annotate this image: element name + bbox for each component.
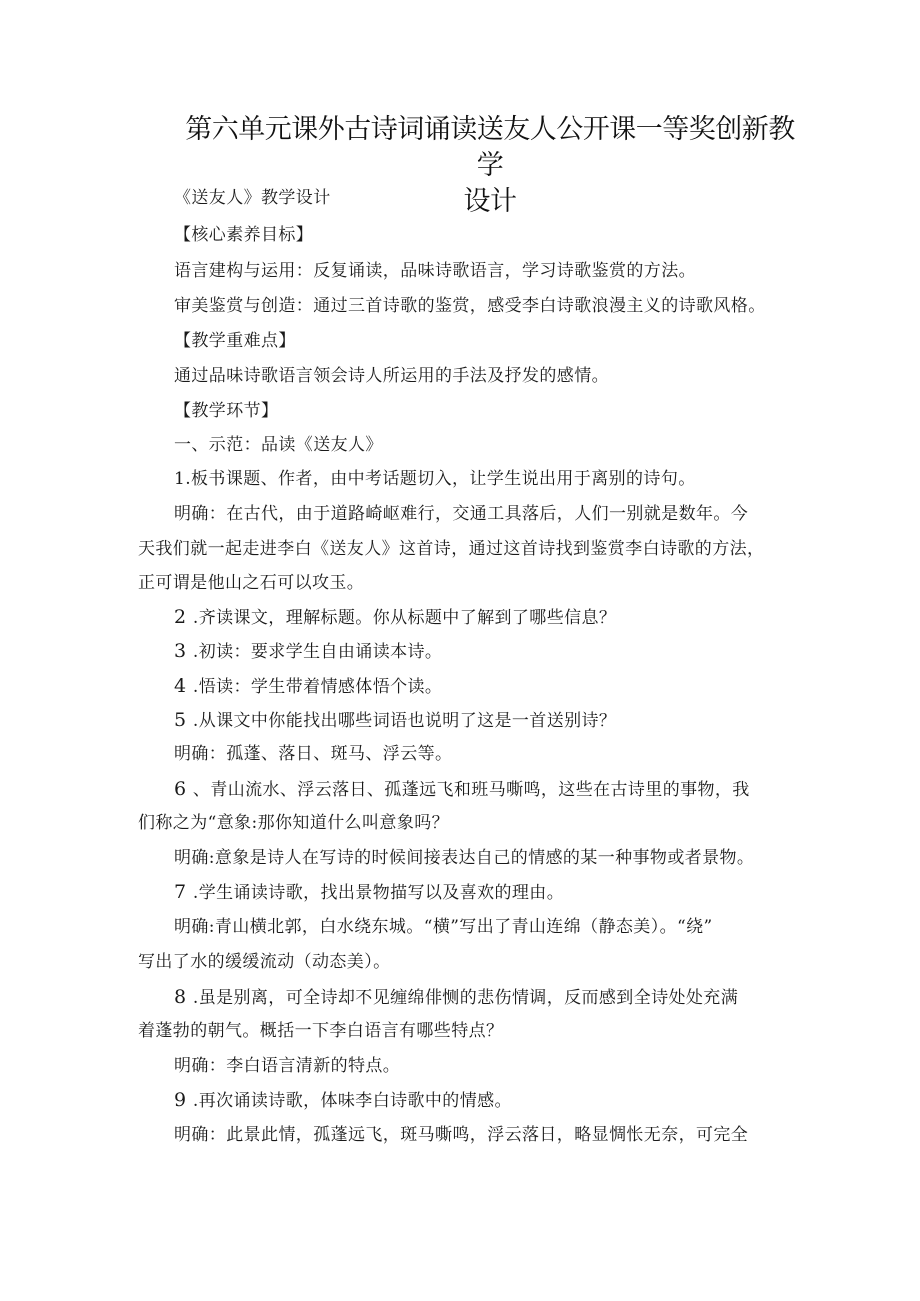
step-item <box>174 881 564 904</box>
paragraph: 审美鉴赏与创造：通过三首诗歌的鉴赏，感受李白诗歌浪漫主义的诗歌风格。 <box>174 296 766 316</box>
step-item <box>174 640 442 663</box>
step-text: 、青山流水、浮云落日、孤蓬远飞和班马嘶鸣，这些在古诗里的事物，我 <box>187 780 750 800</box>
heading-teaching-steps: 【教学环节】 <box>174 401 279 421</box>
paragraph: 们称之为“意象:那你知道什么叫意象吗？ <box>138 813 450 833</box>
step-text: .从课文中你能找出哪些词语也说明了这是一首送别诗？ <box>187 711 617 731</box>
step-item: 1.板书课题、作者，由中考话题切入，让学生说出用于离别的诗句。 <box>174 469 696 489</box>
step-text: .齐读课文，理解标题。你从标题中了解到了哪些信息？ <box>187 608 617 628</box>
paragraph: 正可谓是他山之石可以攻玉。 <box>138 573 365 593</box>
step-item <box>174 675 442 698</box>
step-number: 6 <box>174 778 188 800</box>
step-number: 3 <box>174 640 188 662</box>
heading-core-goals: 【核心素养目标】 <box>174 225 314 245</box>
title-line-1: 第六单元课外古诗词诵读送友人公开课一等奖创新教学 <box>185 114 795 181</box>
paragraph: 写出了水的缓缓流动（动态美）。 <box>138 952 391 972</box>
step-number: 8 <box>174 986 188 1008</box>
paragraph: 明确:青山横北郭，白水绕东城。“横”写出了青山连绵（静态美）。“绕” <box>174 917 713 937</box>
step-text: .初读：要求学生自由诵读本诗。 <box>187 642 443 662</box>
paragraph: 着蓬勃的朝气。概括一下李白语言有哪些特点？ <box>138 1021 504 1041</box>
step-number: 2 <box>174 606 188 628</box>
heading-key-points: 【教学重难点】 <box>174 331 296 351</box>
paragraph: 明确：在古代，由于道路崎岖难行，交通工具落后，人们一别就是数年。今 <box>174 504 749 524</box>
paragraph: 明确：李白语言清新的特点。 <box>174 1056 401 1076</box>
paragraph: 语言建构与运用：反复诵读，品味诗歌语言，学习诗歌鉴赏的方法。 <box>174 261 696 281</box>
step-number: 5 <box>174 709 188 731</box>
subtitle: 《送友人》教学设计 <box>174 188 331 208</box>
title-line-2: 设计 <box>463 186 517 217</box>
step-text: .再次诵读诗歌，体味李白诗歌中的情感。 <box>187 1091 512 1111</box>
paragraph: 明确：孤蓬、落日、斑马、浮云等。 <box>174 744 453 764</box>
paragraph: 明确：此景此情，孤蓬远飞，斑马嘶鸣，浮云落日，略显惆怅无奈，可完全 <box>174 1125 749 1145</box>
step-text: .学生诵读诗歌，找出景物描写以及喜欢的理由。 <box>187 883 565 903</box>
step-item <box>174 1089 512 1112</box>
step-text: .悟读：学生带着情感体悟个读。 <box>187 677 443 697</box>
step-item <box>174 778 750 801</box>
step-number: 9 <box>174 1089 188 1111</box>
step-item <box>174 709 616 732</box>
step-item <box>174 606 616 629</box>
paragraph: 天我们就一起走进李白《送友人》这首诗，通过这首诗找到鉴赏李白诗歌的方法， <box>138 539 765 559</box>
paragraph: 明确:意象是诗人在写诗的时候间接表达自己的情感的某一种事物或者景物。 <box>174 848 755 868</box>
step-number: 7 <box>174 881 188 903</box>
step-number: 4 <box>174 675 188 697</box>
step-item <box>174 986 738 1009</box>
section-heading: 一、示范：品读《送友人》 <box>174 435 383 455</box>
step-text: .虽是别离，可全诗却不见缠绵俳恻的悲伤情调，反而感到全诗处处充满 <box>187 988 739 1008</box>
paragraph: 通过品味诗歌语言领会诗人所运用的手法及抒发的感情。 <box>174 366 609 386</box>
